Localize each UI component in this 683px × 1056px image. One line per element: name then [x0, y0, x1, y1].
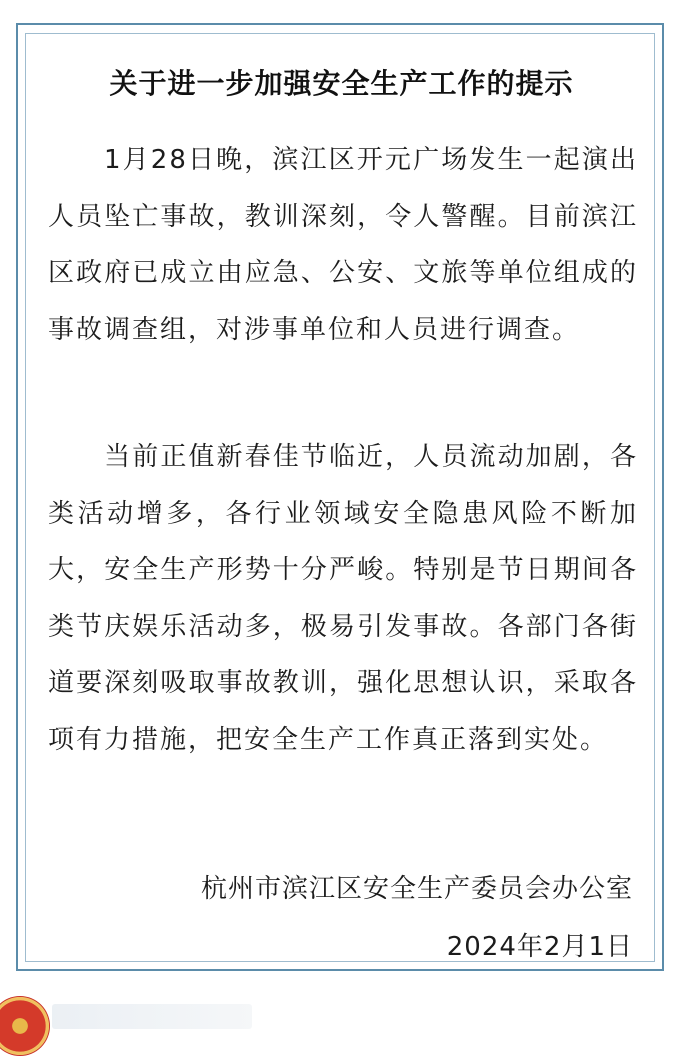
paragraph-2-text: 当前正值新春佳节临近，人员流动加剧，各类活动增多，各行业领域安全隐患风险不断加大，安全生产形势十分严峻。特别是节日期间各类节庆娱乐活动多，极易引发事故。各部门各街道要深刻吸取事故教训，强化思想认识，采取各项有力措施，把安全生产工作真正落到实处。	[48, 442, 638, 755]
watermark-bar	[52, 1004, 252, 1029]
signature-date: 2024年2月1日	[446, 932, 633, 962]
signature-organization: 杭州市滨江区安全生产委员会办公室	[200, 874, 633, 904]
document-title: 关于进一步加强安全生产工作的提示	[109, 67, 574, 100]
paragraph-2	[48, 429, 638, 768]
paragraph-1-text: 1月28日晚，滨江区开元广场发生一起演出人员坠亡事故，教训深刻，令人警醒。目前滨江区政府已成立由应急、公安、文旅等单位组成的事故调查组，对涉事单位和人员进行调查。	[48, 145, 638, 345]
paragraph-1	[48, 132, 638, 358]
emblem-icon	[0, 996, 50, 1056]
